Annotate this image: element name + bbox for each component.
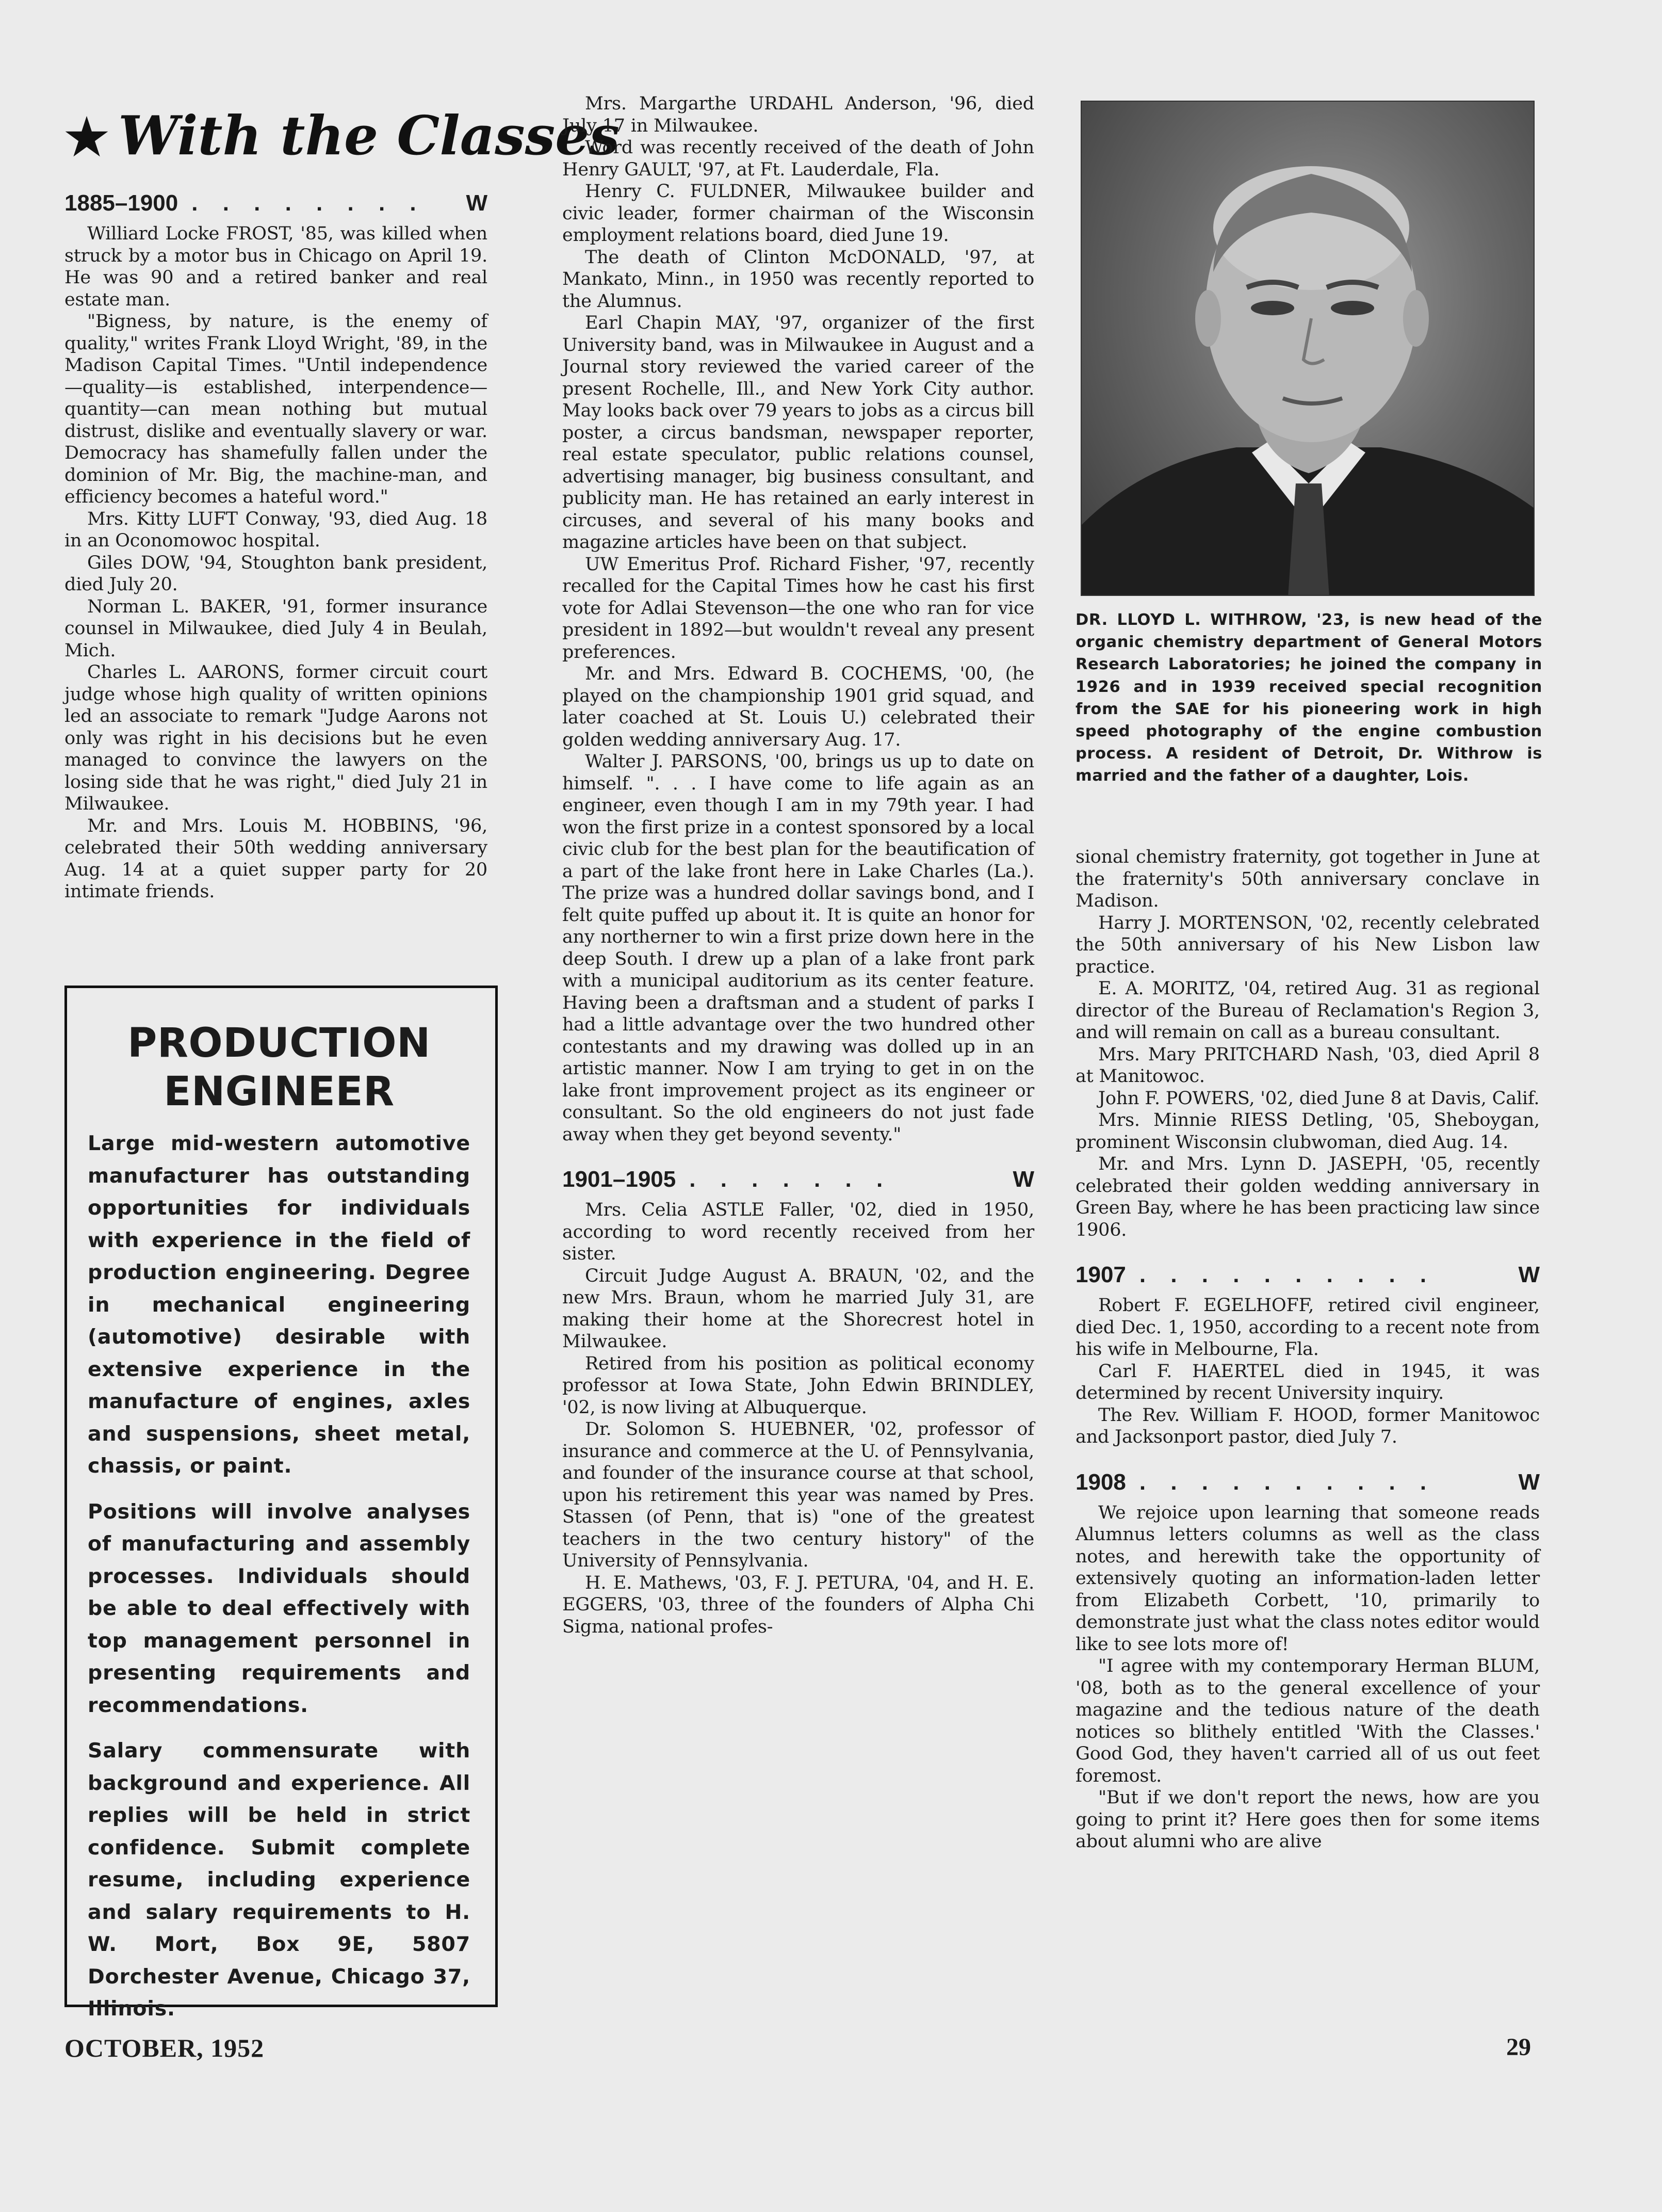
- news-item: Circuit Judge August A. BRAUN, '02, and the new Mrs. Braun, whom he married July 31, are making their home at the Shorecrest hotel in Milwaukee.: [562, 1265, 1034, 1352]
- news-item: H. E. Mathews, '03, F. J. PETURA, '04, and H. E. EGGERS, '03, three of the founders of Alpha Chi Sigma, national profes-: [562, 1572, 1034, 1637]
- news-item: "But if we don't report the news, how are you going to print it? Here goes then for some items about alumni who are alive: [1076, 1787, 1540, 1852]
- news-item: Mrs. Minnie RIESS Detling, '05, Sheboygan, prominent Wisconsin clubwoman, died Aug. 14.: [1076, 1110, 1540, 1153]
- news-item: Mr. and Mrs. Edward B. COCHEMS, '00, (he played on the championship 1901 grid squad, and later coached at St. Louis U.) celebrated their golden wedding anniversary Aug. 17.: [562, 664, 1034, 750]
- news-item: E. A. MORITZ, '04, retired Aug. 31 as regional director of the Bureau of Reclamation's Region 3, and will remain on call as a bureau consultant.: [1076, 978, 1540, 1043]
- news-item: Giles DOW, '94, Stoughton bank president, died July 20.: [64, 552, 487, 595]
- class-heading-1885: 1885–1900 . . . . . . . . W: [64, 190, 487, 216]
- news-item: "I agree with my contemporary Herman BLUM, '08, both as to the general excellence of your magazine and the tedious nature of the death notices so blithely entitled 'With the Classes.' Good God, they haven't carried all of us out feet foremost.: [1076, 1656, 1540, 1786]
- news-item: Retired from his position as political economy professor at Iowa State, John Edwin BRINDLEY, '02, is now living at Albuquerque.: [562, 1353, 1034, 1418]
- news-item: Mrs. Mary PRITCHARD Nash, '03, died April 8 at Manitowoc.: [1076, 1044, 1540, 1087]
- news-item: John F. POWERS, '02, died June 8 at Davis, Calif.: [1098, 1088, 1540, 1109]
- ad-paragraph: Salary commensurate with background and experience. All replies will be held in strict confidence. Submit complete resume, including experience and salary requirements to H. W. Mort, Box 9E, 5807 Dorchester Avenue, Chicago 37, Illinois.: [88, 1739, 470, 2021]
- section-title-text: With the Classes: [118, 104, 620, 167]
- news-item: UW Emeritus Prof. Richard Fisher, '97, recently recalled for the Capital Times how he cast his first vote for Adlai Stevenson—the one who ran for vice president in 1892—but wouldn't reveal any present preferences.: [562, 554, 1034, 663]
- class-heading-1901: 1901–1905 . . . . . . . W: [562, 1167, 1034, 1192]
- news-item: sional chemistry fraternity, got together in June at the fraternity's 50th anniversary conclave in Madison.: [1076, 847, 1540, 911]
- news-item: The death of Clinton McDONALD, '97, at Mankato, Minn., in 1950 was recently reported to the Alumnus.: [562, 247, 1034, 312]
- class-heading-1907: 1907 . . . . . . . . . . W: [1076, 1262, 1540, 1287]
- portrait-photo: [1081, 101, 1535, 596]
- news-item: Walter J. PARSONS, '00, brings us up to date on himself. ". . . I have come to life again as an engineer, even though I am in my 79th year. I had won the first prize in a contest sponsored by a local civic club for the best plan for the beautification of a part of the lake front here in Lake Charles (La.). The prize was a hundred dollar savings bond, and I felt quite puffed up about it. It is quite an honor for any northerner to win a first prize down here in the deep South. I drew up a plan of a lake front park with a municipal auditorium as its center feature. Having been a draftsman and a student of parks I had a little advantage over the two hundred other contestants and my drawing was dolled up in an artistic manner. Now I am trying to get in on the lake front improvement project as its engineer or consultant. So the old engineers do not just fade away when they get beyond seventy.": [562, 751, 1034, 1145]
- photo-caption: DR. LLOYD L. WITHROW, '23, is new head of the organic chemistry department of General Motors Research Laboratories; he joined the company in 1926 and in 1939 received special recognition from the SAE for his pioneering work in high speed photography of the engine combustion process. A resident of Detroit, Dr. Withrow is married and the father of a daughter, Lois.: [1076, 611, 1542, 785]
- news-item: Henry C. FULDNER, Milwaukee builder and civic leader, former chairman of the Wisconsin employment relations board, died June 19.: [562, 181, 1034, 246]
- news-item: The Rev. William F. HOOD, former Manitowoc and Jacksonport pastor, died July 7.: [1076, 1404, 1540, 1447]
- column-3: [1076, 846, 1540, 1853]
- ad-paragraph: Positions will involve analyses of manufacturing and assembly processes. Individuals should be able to deal effectively with top management personnel in presenting requirements and recommendations.: [88, 1499, 470, 1717]
- news-item: Robert F. EGELHOFF, retired civil engineer, died Dec. 1, 1950, according to a recent note from his wife in Melbourne, Fla.: [1076, 1295, 1540, 1360]
- column-2: [562, 93, 1034, 1638]
- news-item: Mr. and Mrs. Lynn D. JASEPH, '05, recently celebrated their golden wedding anniversary in Green Bay, where he has been practicing law since 1906.: [1076, 1154, 1540, 1240]
- job-advertisement: [64, 986, 498, 2021]
- issue-date: OCTOBER, 1952: [64, 2033, 265, 2062]
- news-item: Harry J. MORTENSON, '02, recently celebrated the 50th anniversary of his New Lisbon law practice.: [1076, 912, 1540, 977]
- star-icon: ★: [64, 108, 109, 166]
- class-heading-1908: 1908 . . . . . . . . . . W: [1076, 1469, 1540, 1495]
- news-item: Dr. Solomon S. HUEBNER, '02, professor of insurance and commerce at the U. of Pennsylvania, and founder of the insurance course at that school, upon his retirement this year was named by Pres. Stassen (of Penn, that is) "one of the greatest teachers in the two century history" of the University of Pennsylvania.: [562, 1419, 1034, 1571]
- column-1: [64, 98, 487, 903]
- page-number: 29: [1506, 2033, 1531, 2061]
- news-item: Mrs. Celia ASTLE Faller, '02, died in 1950, according to word recently received from her sister.: [562, 1200, 1034, 1264]
- news-item: Norman L. BAKER, '91, former insurance counsel in Milwaukee, died July 4 in Beulah, Mich.: [64, 596, 487, 661]
- news-item: We rejoice upon learning that someone reads Alumnus letters columns as well as the class notes, and herewith take the opportunity of extensively quoting an information-laden letter from Elizabeth Corbett, '10, primarily to demonstrate just what the class notes editor would like to see lots more of!: [1076, 1502, 1540, 1655]
- news-item: Word was recently received of the death of John Henry GAULT, '97, at Ft. Lauderdale, Fla.: [562, 137, 1034, 180]
- news-item: Williard Locke FROST, '85, was killed when struck by a motor bus in Chicago on April 19. He was 90 and a retired banker and real estate man.: [64, 223, 487, 310]
- news-item: Carl F. HAERTEL died in 1945, it was determined by recent University inquiry.: [1076, 1361, 1540, 1403]
- news-item: Earl Chapin MAY, '97, organizer of the first University band, was in Milwaukee in August and a Journal story reviewed the varied career of the present Rochelle, Ill., and New York City author. May looks back over 79 years to jobs as a circus bill poster, a circus bandsman, newspaper reporter, real estate speculator, public relations counsel, advertising manager, big business consultant, and publicity man. He has retained an early interest in circuses, and several of his many books and magazine articles have been on that subject.: [562, 313, 1034, 553]
- ad-title: PRODUCTION ENGINEER: [127, 1020, 431, 1115]
- news-item: Mrs. Margarthe URDAHL Anderson, '96, died July 17 in Milwaukee.: [562, 93, 1034, 136]
- news-item: Charles L. AARONS, former circuit court judge whose high quality of written opinions led an associate to remark "Judge Aarons not only was right in his decisions but he even managed to convince the lawyers on the losing side that he was right," died July 21 in Milwaukee.: [64, 662, 487, 814]
- news-item: Mrs. Kitty LUFT Conway, '93, died Aug. 18 in an Oconomowoc hospital.: [64, 508, 487, 551]
- news-item: Mr. and Mrs. Louis M. HOBBINS, '96, celebrated their 50th wedding anniversary Aug. 14 at a quiet supper party for 20 intimate friends.: [64, 815, 487, 902]
- news-item: "Bigness, by nature, is the enemy of quality," writes Frank Lloyd Wright, '89, in the Madison Capital Times. "Until independence—quality—is established, interpendence—quantity—can mean nothing but mutual distrust, dislike and eventually slavery or war. Democracy has shamefully fallen under the dominion of Mr. Big, the machine-man, and efficiency becomes a hateful word.": [64, 311, 487, 507]
- ad-paragraph: Large mid-western automotive manufacturer has outstanding opportunities for individuals with experience in the field of production engineering. Degree in mechanical engineering (automotive) desirable with extensive experience in the manufacture of engines, axles and suspensions, sheet metal, chassis, or paint.: [88, 1132, 470, 1478]
- portrait-illustration: [1082, 102, 1535, 596]
